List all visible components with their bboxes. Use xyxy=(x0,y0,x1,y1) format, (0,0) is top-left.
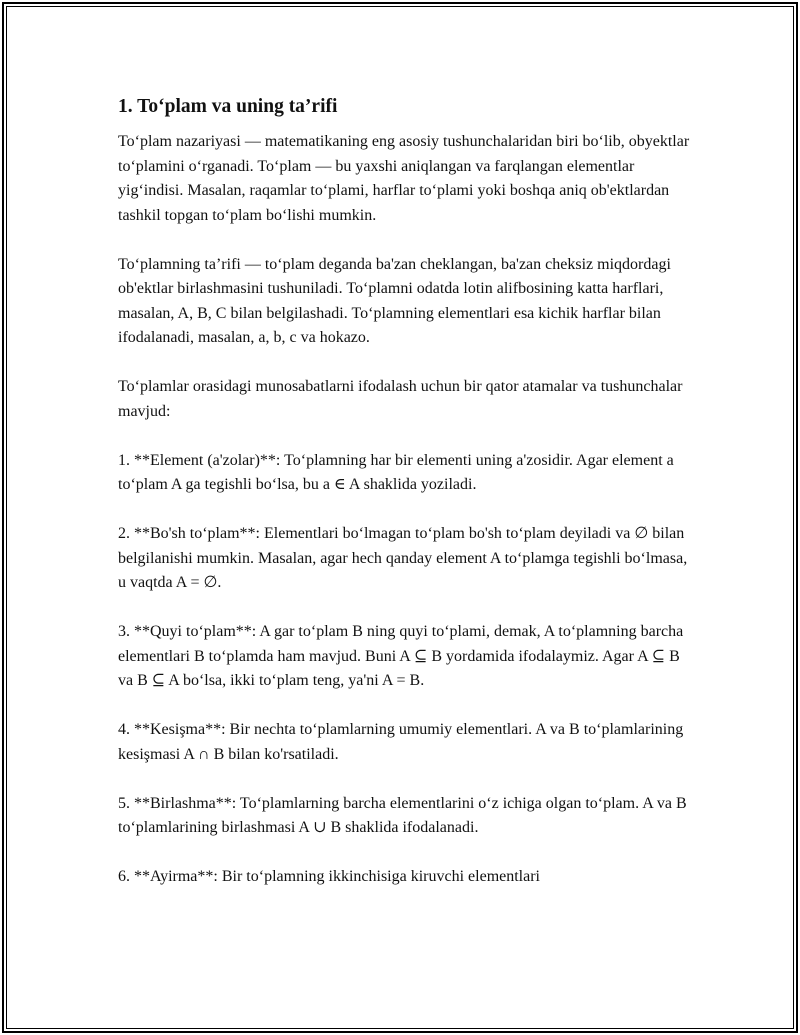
list-item-intersection: 4. **Kesişma**: Bir nechta to‘plamlarning umumiy elementlari. A va B to‘plamlarining kesişmasi A ∩ B bilan ko'rsatiladi. xyxy=(118,721,684,763)
paragraph-intro: To‘plam nazariyasi — matematikaning eng asosiy tushunchalaridan biri bo‘lib, obyektlar to‘plamini o‘rganadi. To‘plam — bu yaxshi aniqlangan va farqlangan elementlar yig‘indisi. Masalan, raqamlar to‘plami, harflar to‘plami yoki boshqa aniq ob'ektlardan tashkil topgan to‘plam bo‘lishi mumkin. xyxy=(118,133,690,224)
list-item-difference: 6. **Ayirma**: Bir to‘plamning ikkinchisiga kiruvchi elementlari xyxy=(118,868,540,885)
list-item-subset: 3. **Quyi to‘plam**: A gar to‘plam B ning quyi to‘plami, demak, A to‘plamning barcha elementlari B to‘plamda ham mavjud. Buni A ⊆ B yordamida ifodalaymiz. Agar A ⊆ B va B ⊆ A bo‘lsa, ikki to‘plam teng, ya'ni A = B. xyxy=(118,623,684,689)
paragraph-definition: To‘plamning ta’rifi — to‘plam deganda ba'zan cheklangan, ba'zan cheksiz miqdordagi ob'ektlar birlashmasini tushuniladi. To‘plamni odatda lotin alifbosining katta harflari, masalan, A, B, C bilan belgilashadi. To‘plamning elementlari esa kichik harflar bilan ifodalanadi, masalan, a, b, c va hokazo. xyxy=(118,255,671,346)
section-heading: 1. To‘plam va uning ta’rifi xyxy=(118,96,338,117)
list-item-union: 5. **Birlashma**: To‘plamlarning barcha elementlarini o‘z ichiga olgan to‘plam. A va B to‘plamlarining birlashmasi A ∪ B shaklida ifodalanadi. xyxy=(118,794,687,836)
list-item-empty-set: 2. **Bo'sh to‘plam**: Elementlari bo‘lmagan to‘plam bo'sh to‘plam deyiladi va ∅ bilan belgilanishi mumkin. Masalan, agar hech qanday element A to‘plamga tegishli bo‘lmasa, u vaqtda A = ∅. xyxy=(118,525,688,591)
list-item-element: 1. **Element (a'zolar)**: To‘plamning har bir elementi uning a'zosidir. Agar element a to‘plam A ga tegishli bo‘lsa, bu a ∈ A shaklida yoziladi. xyxy=(118,451,674,493)
document-page xyxy=(118,94,698,914)
paragraph-relations-intro: To‘plamlar orasidagi munosabatlarni ifodalash uchun bir qator atamalar va tushunchalar mavjud: xyxy=(118,378,683,420)
